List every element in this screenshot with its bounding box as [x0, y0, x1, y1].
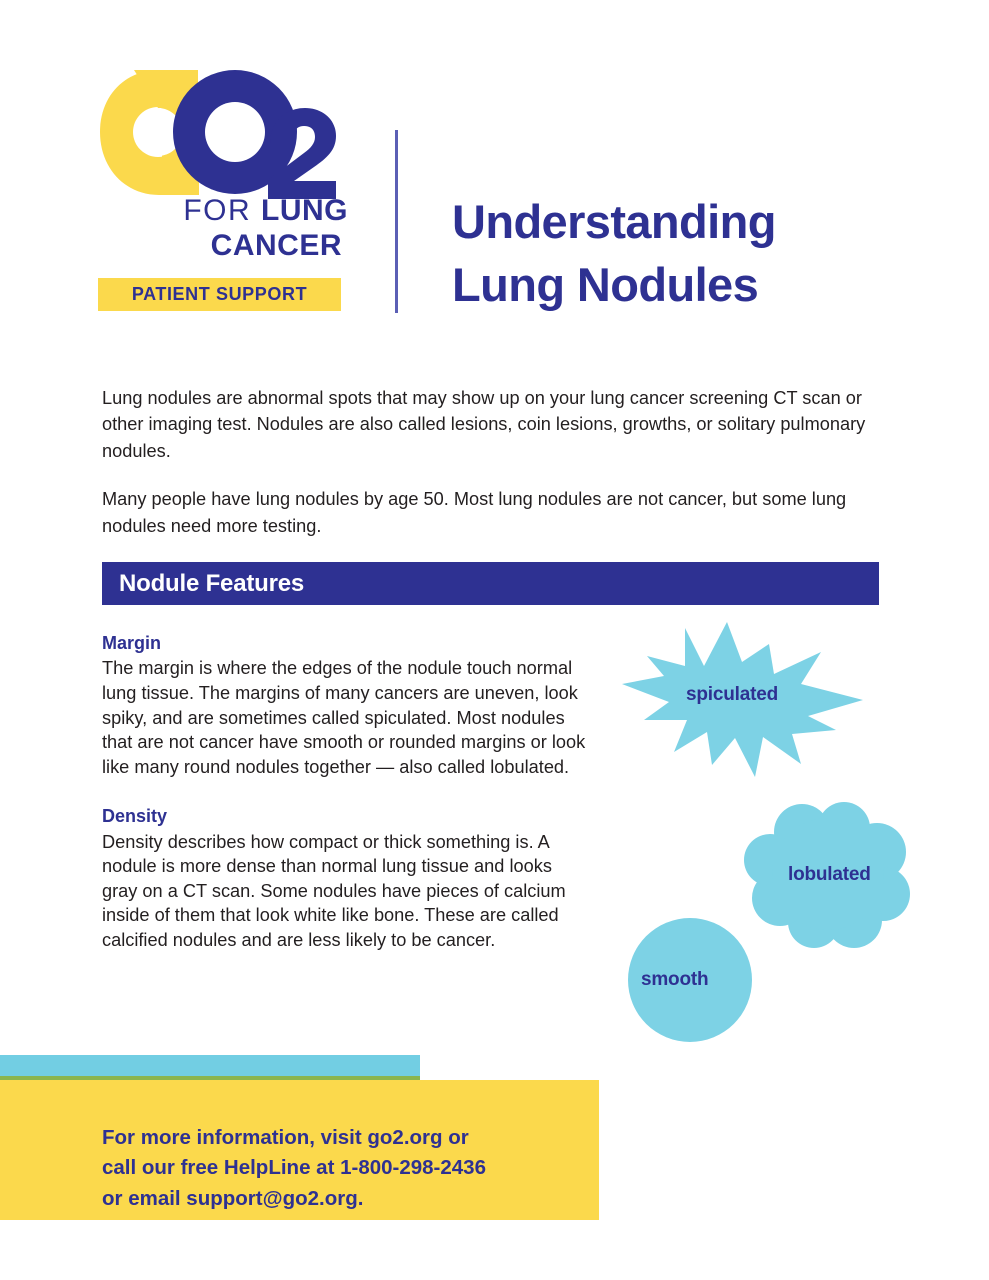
feature-density-body: Density describes how compact or thick something is. A nodule is more dense than normal lung tissue and looks gray on a CT scan. Some nodules have pieces of calcium inside of them that look white like bone. These are called calcified nodules and are less likely to be cancer. — [102, 831, 566, 950]
footer-line-3: or email support@go2.org. — [102, 1186, 364, 1210]
nodule-illustrations — [600, 600, 930, 1060]
intro-paragraph-2: Many people have lung nodules by age 50. Most lung nodules are not cancer, but some lung nodules need more testing. — [102, 489, 847, 536]
feature-margin — [102, 632, 592, 779]
go2-wordmark — [100, 196, 348, 274]
nodule-features-heading: Nodule Features — [119, 569, 305, 597]
wordmark-cancer: CANCER — [210, 229, 342, 262]
go2-logomark-icon — [98, 68, 346, 200]
spiculated-nodule-illustration — [622, 622, 867, 777]
footer-line-1: For more information, visit go2.org or — [102, 1126, 469, 1149]
feature-margin-body: The margin is where the edges of the nodule touch normal lung tissue. The margins of many cancers are uneven, look spiky, and are sometimes called spiculated. Most nodules that are not cancer have smooth or rounded margins or look like many round nodules together — also called lobulated. — [102, 658, 586, 777]
page-title-line-2: Lung Nodules — [452, 257, 759, 311]
intro-section — [102, 385, 892, 539]
features-column — [102, 632, 592, 952]
lobulated-nodule-illustration — [740, 802, 910, 950]
feature-density — [102, 805, 592, 952]
lobulated-label: lobulated — [788, 864, 871, 885]
go2-logo — [98, 68, 348, 313]
wordmark-for: FOR — [183, 194, 261, 227]
smooth-label: smooth — [641, 969, 709, 990]
wordmark-lung: LUNG — [261, 194, 348, 227]
page-title-line-1: Understanding — [452, 195, 776, 249]
intro-paragraph-1: Lung nodules are abnormal spots that may show up on your lung cancer screening CT scan or other imaging test. Nodules are also called lesions, coin lesions, growths, or solitary pulmonary nodules. — [102, 388, 866, 461]
feature-density-heading: Density — [102, 806, 168, 827]
footer-accent-bar-blue — [0, 1055, 420, 1076]
feature-margin-heading: Margin — [102, 633, 162, 653]
spiculated-label: spiculated — [686, 684, 778, 705]
page-title — [452, 191, 932, 315]
patient-support-badge — [98, 278, 341, 311]
nodule-features-section-header — [102, 562, 879, 605]
smooth-nodule-illustration — [628, 918, 752, 1042]
header-divider — [395, 130, 398, 313]
patient-support-label: PATIENT SUPPORT — [131, 284, 308, 304]
footer-contact-text — [102, 1123, 592, 1214]
footer-line-2: call our free HelpLine at 1-800-298-2436 — [102, 1156, 486, 1180]
